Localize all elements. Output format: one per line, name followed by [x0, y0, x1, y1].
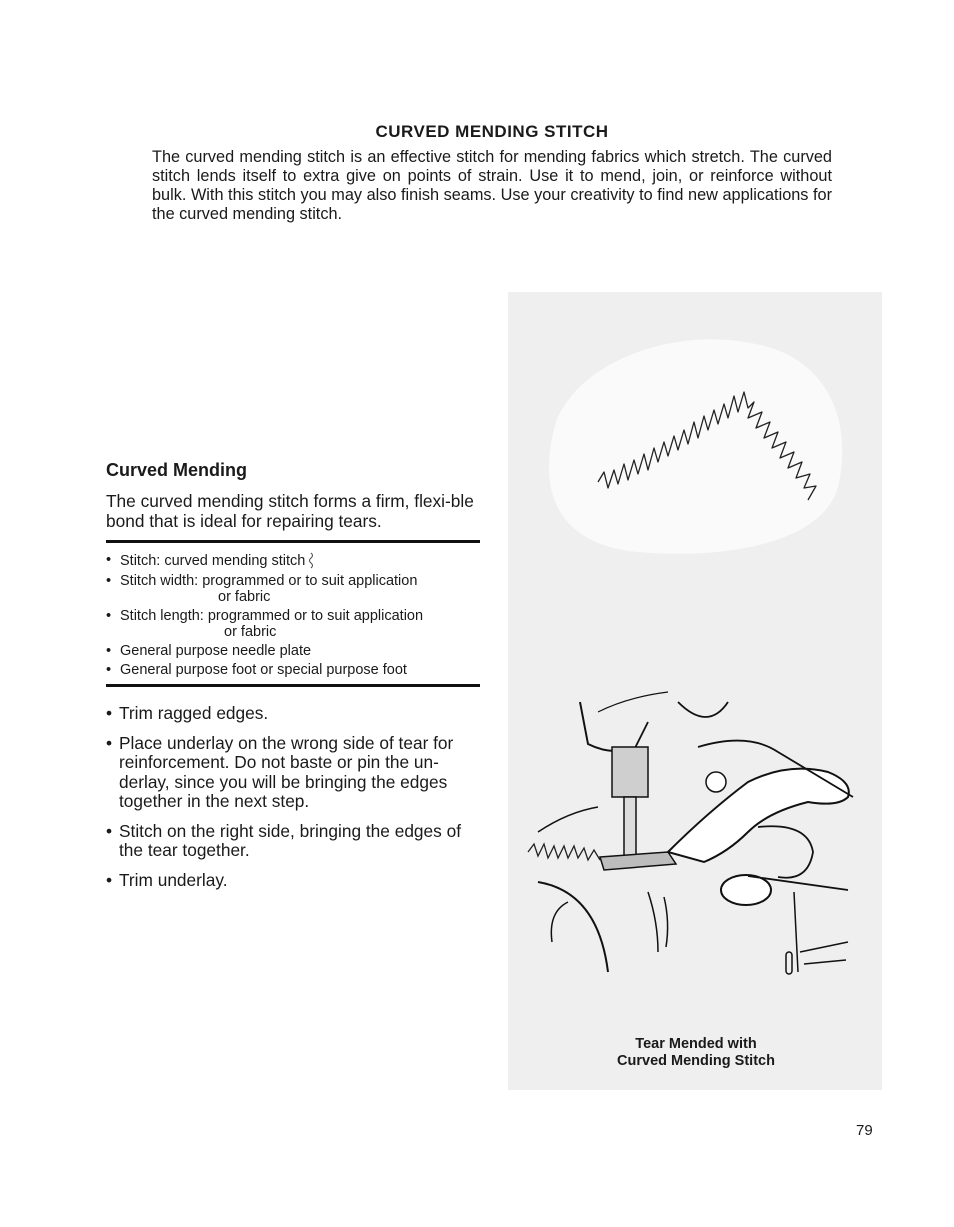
figure-caption	[508, 1036, 884, 1070]
spec-stitch-length	[106, 608, 486, 640]
spec-foot-text: General purpose foot or special purpose foot	[120, 662, 407, 678]
caption-line-2: Curved Mending Stitch	[617, 1053, 775, 1069]
fabric-swatch	[549, 339, 842, 553]
step-item: • Trim underlay.	[106, 871, 480, 891]
spec-foot	[106, 662, 486, 678]
spec-width-text: Stitch width: programmed or to suit application	[120, 573, 418, 589]
spec-needle-plate	[106, 643, 486, 659]
mended-tear-illustration	[508, 292, 882, 1090]
section-description: The curved mending stitch forms a firm, flexi-ble bond that is ideal for repairing tears.	[106, 491, 474, 531]
spec-stitch-width	[106, 573, 486, 605]
thumb-icon	[721, 875, 771, 905]
spec-stitch	[106, 552, 486, 570]
step-item: • Stitch on the right side, bringing the edges of the tear together.	[106, 822, 480, 861]
presser-bar-icon	[612, 747, 648, 797]
spec-plate-text: General purpose needle plate	[120, 643, 312, 659]
divider-bottom	[106, 684, 480, 687]
presser-foot-icon	[600, 852, 676, 870]
step-item: • Trim ragged edges.	[106, 704, 480, 724]
spec-stitch-text: Stitch: curved mending stitch	[120, 552, 306, 569]
spec-width-continued: or fabric	[218, 589, 271, 605]
page-title: CURVED MENDING STITCH	[375, 122, 609, 141]
page-number: 79	[856, 1122, 873, 1139]
illustration-panel	[508, 292, 882, 1090]
instruction-steps	[106, 704, 480, 900]
hand-icon	[668, 769, 849, 862]
spec-length-text: Stitch length: programmed or to suit application	[120, 608, 424, 624]
divider-top	[106, 540, 480, 543]
settings-list	[106, 552, 486, 681]
curved-stitch-icon	[307, 552, 315, 570]
section-heading: Curved Mending	[106, 460, 248, 480]
step-item: • Place underlay on the wrong side of tear for reinforcement. Do not baste or pin the un-derlay, since you will be bringing the edges together in the next step.	[106, 734, 480, 812]
intro-paragraph: The curved mending stitch is an effective stitch for mending fabrics which stretch. The curved stitch lends itself to extra give on points of strain. Use it to mend, join, or reinforce without bulk. With this stitch you may also finish seams. Use your creativity to find new applications for the curved mending stitch.	[152, 148, 832, 223]
caption-line-1: Tear Mended with	[635, 1036, 757, 1052]
spec-length-continued: or fabric	[224, 624, 277, 640]
